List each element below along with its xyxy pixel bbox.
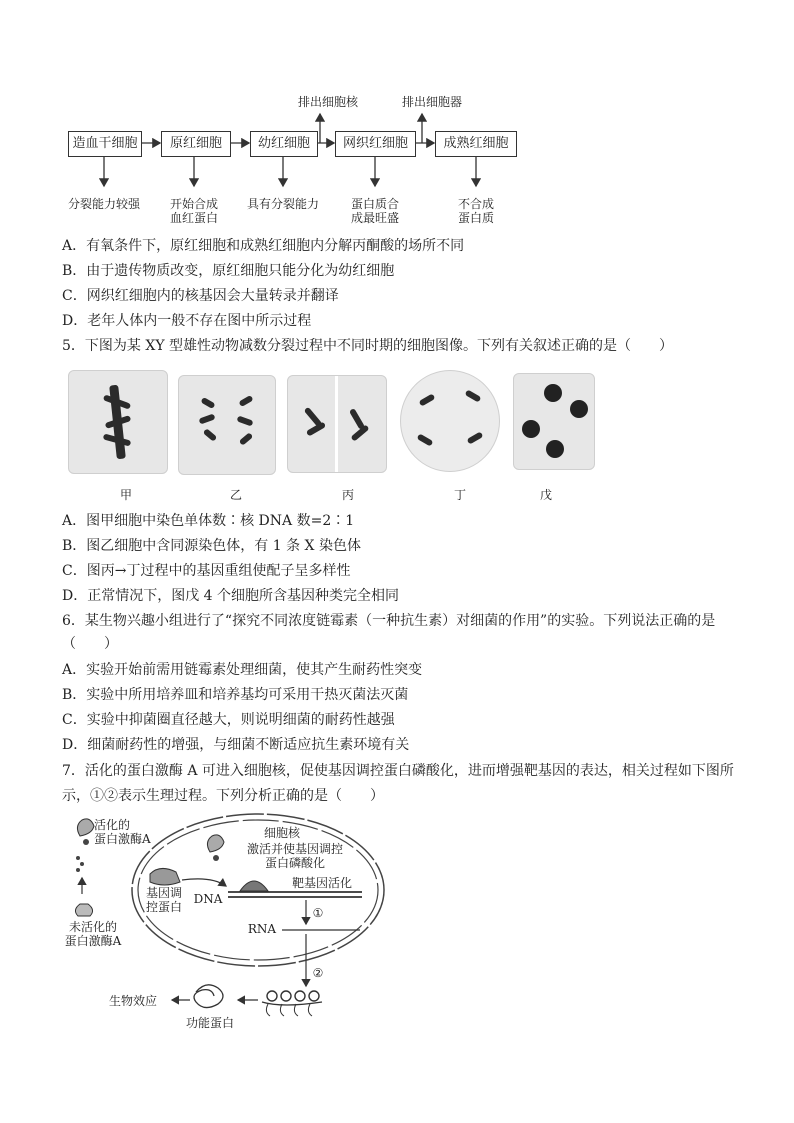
label-no-protein: 不合成 蛋白质 — [457, 197, 494, 225]
caption-bing: 丙 — [342, 488, 355, 502]
q6-stem-line1: 6．某生物兴趣小组进行了“探究不同浓度链霉素（一种抗生素）对细菌的作用”的实验。下列说法正确的是 — [62, 613, 716, 629]
q6-stem-line2: （ ） — [62, 636, 118, 652]
q7-stem-line1: 7．活化的蛋白激酶 A 可进入细胞核，促使基因调控蛋白磷酸化，进而增强靶基因的表达，相关过程如下图所 — [62, 763, 734, 779]
label-expel-organelles: 排出细胞器 — [401, 95, 462, 109]
q6-option-a: A．实验开始前需用链霉素处理细菌，使其产生耐药性突变 — [62, 662, 423, 678]
q5-option-b: B．图乙细胞中含同源染色体，有 1 条 X 染色体 — [62, 538, 361, 554]
label-regulator-protein: 基因调 控蛋白 — [145, 886, 182, 914]
caption-wu: 戊 — [540, 488, 553, 502]
q4-option-a: A．有氧条件下，原红细胞和成熟红细胞内分解丙酮酸的场所不同 — [62, 238, 465, 254]
q5-option-a: A．图甲细胞中染色单体数∶核 DNA 数=2∶1 — [62, 513, 355, 529]
caption-ding: 丁 — [454, 488, 467, 502]
flow-box-proerythroblast: 原红细胞 — [161, 131, 231, 157]
label-step-1: ① — [312, 906, 324, 920]
q4-option-d: D．老年人体内一般不存在图中所示过程 — [62, 313, 312, 329]
label-protein-synthesis: 蛋白质合 成最旺盛 — [350, 197, 399, 225]
label-biological-effect: 生物效应 — [108, 994, 157, 1008]
label-can-divide: 具有分裂能力 — [246, 197, 319, 211]
q5-stem: 5．下图为某 XY 型雄性动物减数分裂过程中不同时期的细胞图像。下列有关叙述正确的是（ ） — [62, 338, 674, 354]
label-start-hemoglobin: 开始合成 血红蛋白 — [169, 197, 218, 225]
label-expel-nucleus: 排出细胞核 — [297, 95, 358, 109]
q5-option-d: D．正常情况下，图戊 4 个细胞所含基因种类完全相同 — [62, 588, 400, 604]
q6-option-c: C．实验中抑菌圈直径越大，则说明细菌的耐药性越强 — [62, 712, 395, 728]
q7-stem-line2: 示，①②表示生理过程。下列分析正确的是（ ） — [62, 788, 384, 804]
flow-box-erythroblast: 幼红细胞 — [250, 131, 318, 157]
label-step-2: ② — [312, 966, 324, 980]
label-dna: DNA — [193, 892, 223, 906]
label-inactive-kinase: 未活化的 蛋白激酶A — [64, 920, 122, 948]
label-nucleus: 细胞核 — [263, 826, 300, 840]
label-strong-division: 分裂能力较强 — [67, 197, 140, 211]
q6-option-b: B．实验中所用培养皿和培养基均可采用干热灭菌法灭菌 — [62, 687, 409, 703]
label-functional-protein: 功能蛋白 — [185, 1016, 234, 1030]
caption-jia: 甲 — [120, 488, 133, 502]
q4-option-b: B．由于遗传物质改变，原红细胞只能分化为幼红细胞 — [62, 263, 395, 279]
flow-box-reticulocyte: 网织红细胞 — [335, 131, 416, 157]
q4-option-c: C．网织红细胞内的核基因会大量转录并翻译 — [62, 288, 339, 304]
flow-box-mature-rbc: 成熟红细胞 — [435, 131, 517, 157]
q6-option-d: D．细菌耐药性的增强，与细菌不断适应抗生素环境有关 — [62, 737, 410, 753]
label-activate-phosphorylate: 激活并使基因调控 蛋白磷酸化 — [246, 842, 343, 870]
caption-yi: 乙 — [230, 488, 243, 502]
label-rna: RNA — [247, 922, 277, 936]
flow-box-hsc: 造血干细胞 — [68, 131, 142, 157]
q5-option-c: C．图丙→丁过程中的基因重组使配子呈多样性 — [62, 563, 351, 579]
label-target-gene: 靶基因活化 — [291, 876, 352, 890]
label-activated-kinase: 活化的 蛋白激酶A — [94, 818, 151, 846]
